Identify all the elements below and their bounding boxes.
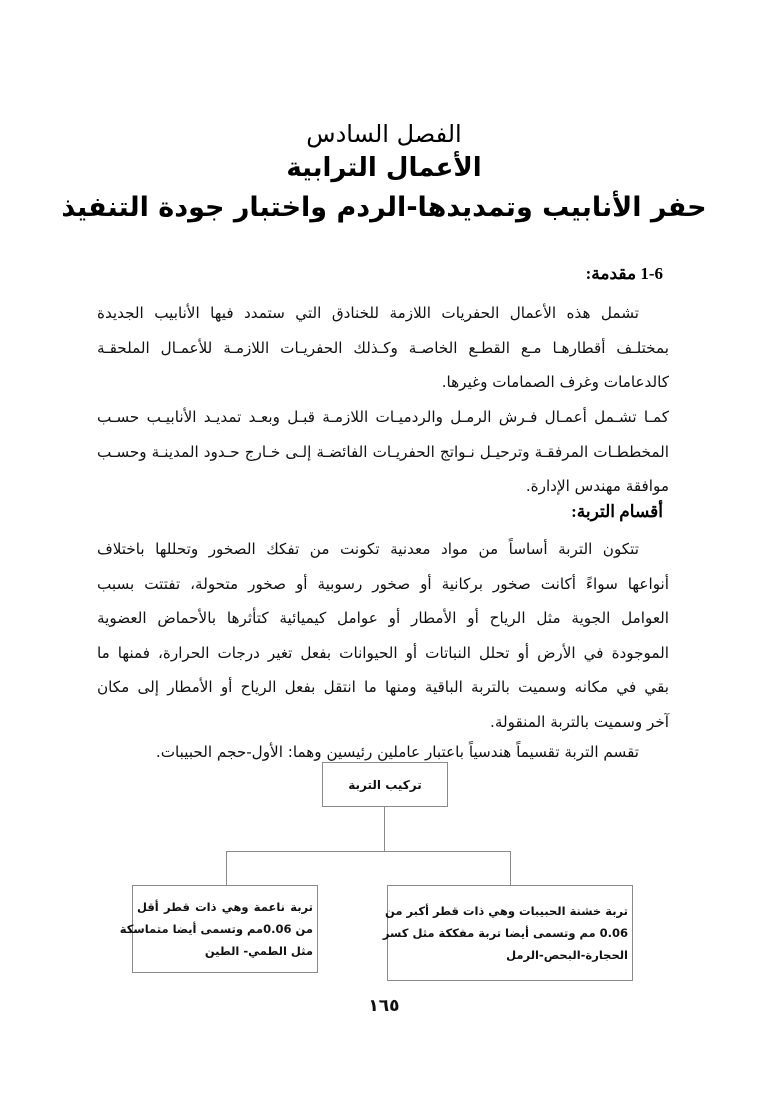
diagram-connector: [226, 851, 227, 885]
diagram-coarse-soil-box: [382, 885, 633, 981]
text-line: بمختلـف أقطارهـا مـع القطـع الخاصـة وكـذلك الحفريـات اللازمـة للأعمـال الملحقـة: [97, 338, 669, 357]
soil-paragraph-1: [97, 532, 669, 739]
text-line: تقسم التربة تقسيماً هندسياً باعتبار عاملين رئيسين وهما: الأول-حجم الحبيبات.: [155, 743, 639, 761]
diagram-connector: [510, 851, 511, 885]
page-number: ١٦٥: [368, 996, 400, 1016]
diagram-text-line: الحجارة-البحص-الرمل: [506, 948, 628, 962]
chapter-subtitle: حفر الأنابيب وتمديدها-الردم واختبار جودة التنفيذ: [61, 192, 707, 223]
diagram-text-line: تربة خشنة الحبيبات وهي ذات قطر أكبر من: [385, 904, 628, 918]
text-line: تتكون التربة أساساً من مواد معدنية تكونت من تفكك الصخور وتحللها باختلاف: [97, 540, 639, 558]
text-line: كالدعامات وغرف الصمامات وغيرها.: [441, 373, 669, 391]
text-line: تشمل هذه الأعمال الحفريات اللازمة للخنادق التي ستمدد فيها الأنابيب الجديدة: [97, 304, 639, 322]
text-line: كمـا تشـمل أعمـال فـرش الرمـل والردميـات اللازمـة قبـل وبعـد تمديـد الأنابيـب حسـب: [97, 408, 669, 426]
diagram-root-box: [322, 762, 448, 807]
text-line: الموجودة في الأرض أو تحلل النباتات أو الحيوانات بفعل تغير درجات الحرارة، فمنها ما: [97, 643, 669, 662]
text-line: آخر وسميت بالتربة المنقولة.: [490, 712, 669, 731]
chapter-label: الفصل السادس: [306, 120, 462, 148]
text-line: المخططـات المرفقـة وترحيـل نـواتج الحفريـات الفائضـة إلـى خـارج حـدود المدينـة وحسـب: [97, 442, 669, 461]
intro-paragraph-2: [97, 400, 669, 504]
chapter-title: الأعمال الترابية: [286, 153, 482, 183]
text-line: بقي في مكانه وسميت بالتربة الباقية ومنها ما انتقل بفعل الرياح أو الأمطار إلى مكان: [97, 678, 669, 696]
diagram-connector: [226, 851, 511, 852]
section-heading-soil: أقسام التربة:: [571, 502, 663, 521]
diagram-text-line: مثل الطمي- الطين: [204, 944, 313, 958]
text-line: أنواعها سواءً أكانت صخور بركانية أو صخور رسوبية أو صخور متحولة، تفتتت بسبب: [97, 574, 669, 593]
diagram-text-line: 0.06 مم وتسمى أيضا تربة مفككة مثل كسر: [382, 926, 628, 940]
diagram-fine-soil-box: [119, 885, 318, 973]
diagram-root-label: تركيب التربة: [348, 777, 422, 792]
intro-paragraph-1: [97, 296, 669, 400]
diagram-text-line: تربة ناعمة وهي ذات قطر أقل: [137, 900, 313, 914]
text-line: موافقة مهندس الإدارة.: [525, 477, 669, 495]
diagram-connector: [384, 806, 385, 851]
diagram-text-line: من 0.06مم وتسمى أيضا متماسكة: [119, 922, 313, 936]
section-heading-intro: 1-6 مقدمة:: [585, 264, 663, 283]
text-line: العوامل الجوية مثل الرياح أو الأمطار أو عوامل كيميائية كتأثرها بالأحماض العضوية: [97, 609, 669, 627]
